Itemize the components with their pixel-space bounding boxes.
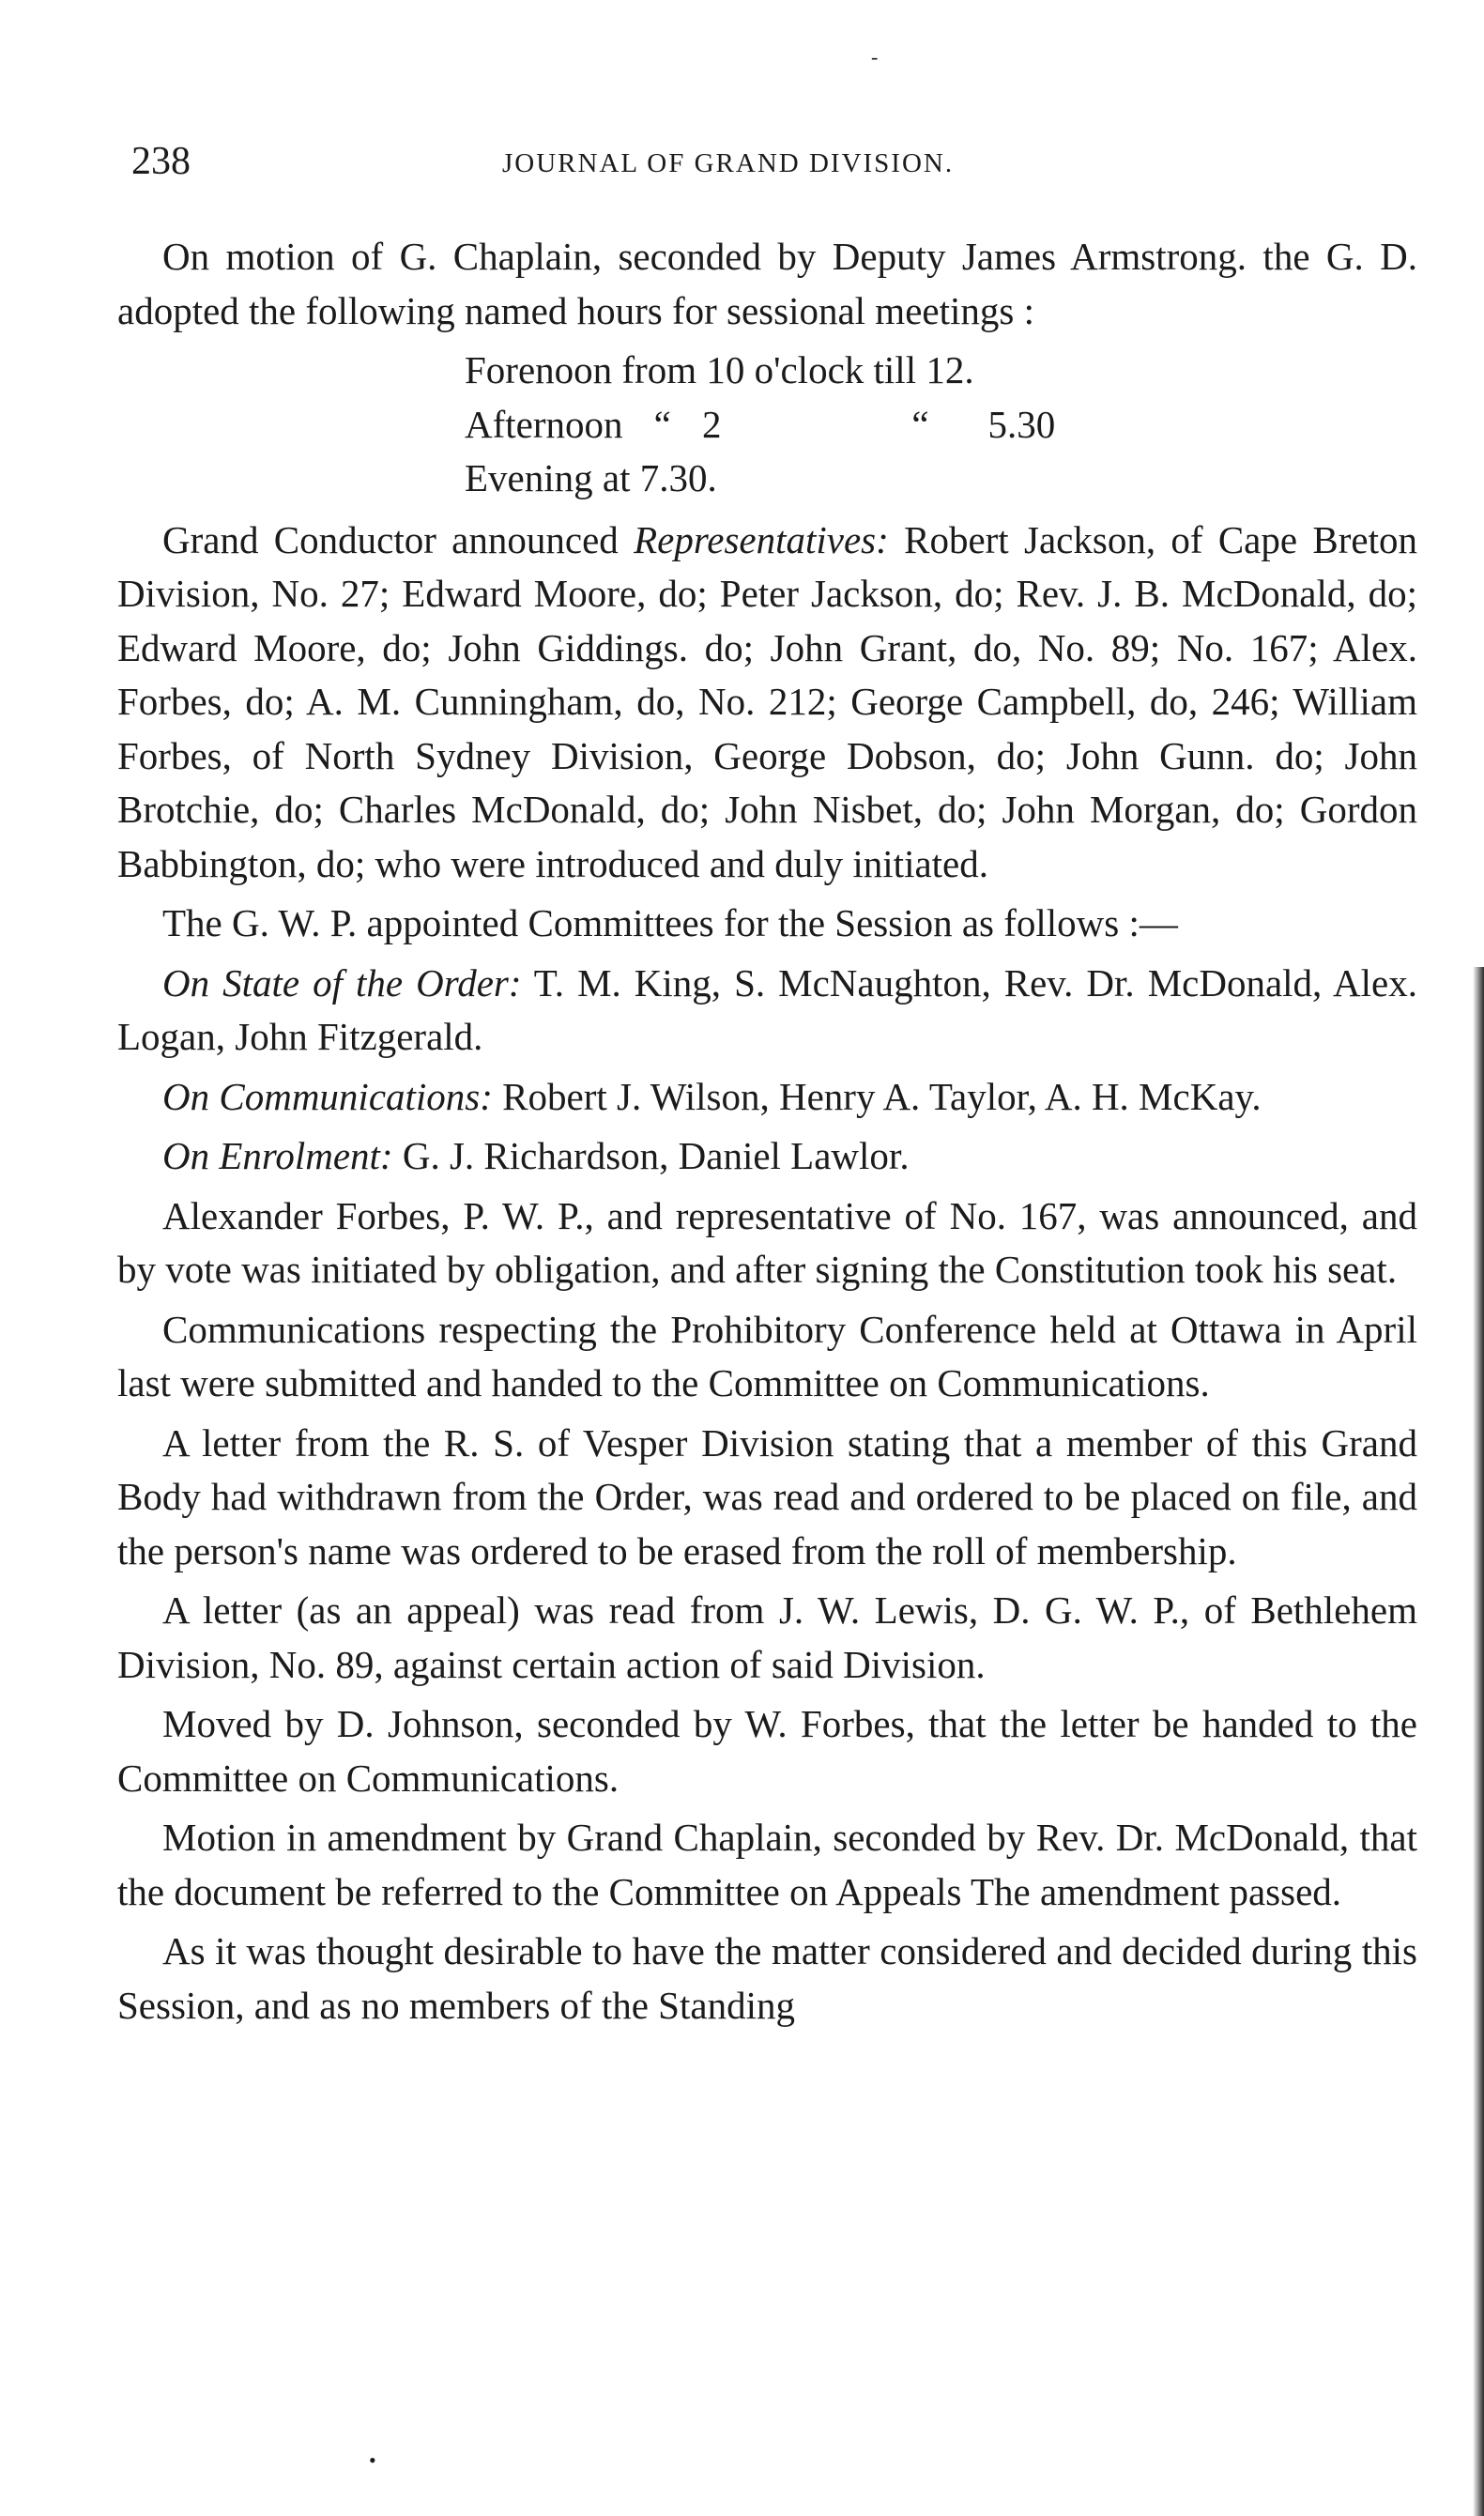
paragraph-committee-state-of-order — [117, 957, 1417, 1065]
paragraph-sessional-hours-motion: On motion of G. Chaplain, seconded by Deputy James Armstrong. the G. D. adopted the following named hours for sessional meetings : — [117, 235, 1417, 332]
ditto-mark: “ — [653, 402, 671, 446]
page-edge-shadow — [1473, 967, 1484, 2516]
committee-heading: On Enrolment: — [162, 1134, 393, 1177]
hours-forenoon: Forenoon from 10 o'clock till 12. — [465, 348, 974, 391]
bottom-ink-dot: • — [369, 2448, 376, 2472]
representatives-intro: Grand Conductor announced — [162, 517, 635, 561]
committee-members: G. J. Richardson, Daniel Lawlor. — [392, 1134, 910, 1177]
running-head — [131, 139, 1370, 195]
paragraph-prohibitory-conference: Communications respecting the Prohibitory Conference held at Ottawa in April last were submitted and handed to the Committee on Communications. — [117, 1307, 1417, 1404]
paragraph-amendment: Motion in amendment by Grand Chaplain, seconded by Rev. Dr. McDonald, that the document be referred to the Committee on Appeals The amendment passed. — [117, 1816, 1417, 1913]
paragraph-lewis-appeal: A letter (as an appeal) was read from J. W. Lewis, D. G. W. P., of Bethlehem Division, No. 89, against certain action of said Division. — [117, 1588, 1417, 1686]
committee-heading: On Communications: — [162, 1074, 493, 1118]
paragraph-forbes-initiation: Alexander Forbes, P. W. P., and representative of No. 167, was announced, and by vote was initiated by obligation, and after signing the Constitution took his seat. — [117, 1193, 1417, 1291]
page-number: 238 — [131, 140, 191, 183]
hours-afternoon-label: Afternoon — [465, 402, 623, 446]
hours-afternoon-from: 2 — [702, 402, 722, 446]
paragraph-committee-communications — [117, 1070, 1417, 1125]
paragraph-standing-committee: As it was thought desirable to have the matter considered and decided during this Session, and as no members of the Standing — [117, 1929, 1417, 2027]
paragraph-committees-intro: The G. W. P. appointed Committees for the Session as follows :— — [162, 901, 1178, 944]
committee-members: Robert J. Wilson, Henry A. Taylor, A. H. McKay. — [492, 1074, 1262, 1118]
representatives-heading: Representatives: — [634, 517, 889, 561]
top-ink-mark: - — [871, 45, 879, 69]
hours-evening: Evening at 7.30. — [465, 456, 717, 499]
ditto-mark: “ — [911, 402, 929, 446]
paragraph-vesper-letter: A letter from the R. S. of Vesper Division stating that a member of this Grand Body had withdrawn from the Order, was read and ordered to be placed on file, and the person's name was ordered to be erased from the roll of membership. — [117, 1420, 1417, 1572]
paragraph-committee-enrolment — [117, 1129, 1417, 1184]
paragraph-representatives — [117, 514, 1417, 892]
sessional-hours — [465, 344, 1417, 506]
committee-members: T. M. King, S. McNaughton, Rev. Dr. McDonald, Alex. Logan, John Fitzgerald. — [117, 960, 1417, 1058]
hours-afternoon-till: 5.30 — [987, 402, 1056, 446]
paragraph-johnson-motion: Moved by D. Johnson, seconded by W. Forbes, that the letter be handed to the Committee on Communications. — [117, 1702, 1417, 1800]
body-text — [117, 230, 1417, 2038]
hours-afternoon — [465, 398, 1417, 453]
committee-heading: On State of the Order: — [162, 960, 522, 1005]
representatives-list: Robert Jackson, of Cape Breton Division, No. 27; Edward Moore, do; Peter Jackson, do; Rev. J. B. McDonald, do; Edward Moore, do; John Giddings. do; John Grant, do, No. 89; No. 167; Alex. Forbes, do; A. M. Cunningham, do, No. 212; George Campbell, do, 246; William Forbes, of North Sydney Division, George Dobson, do; John Gunn. do; John Brotchie, do; Charles McDonald, do; John Nisbet, do; John Morgan, do; Gordon Babbington, do; who were introduced and duly initiated. — [117, 517, 1417, 885]
journal-title: JOURNAL OF GRAND DIVISION. — [502, 148, 955, 178]
